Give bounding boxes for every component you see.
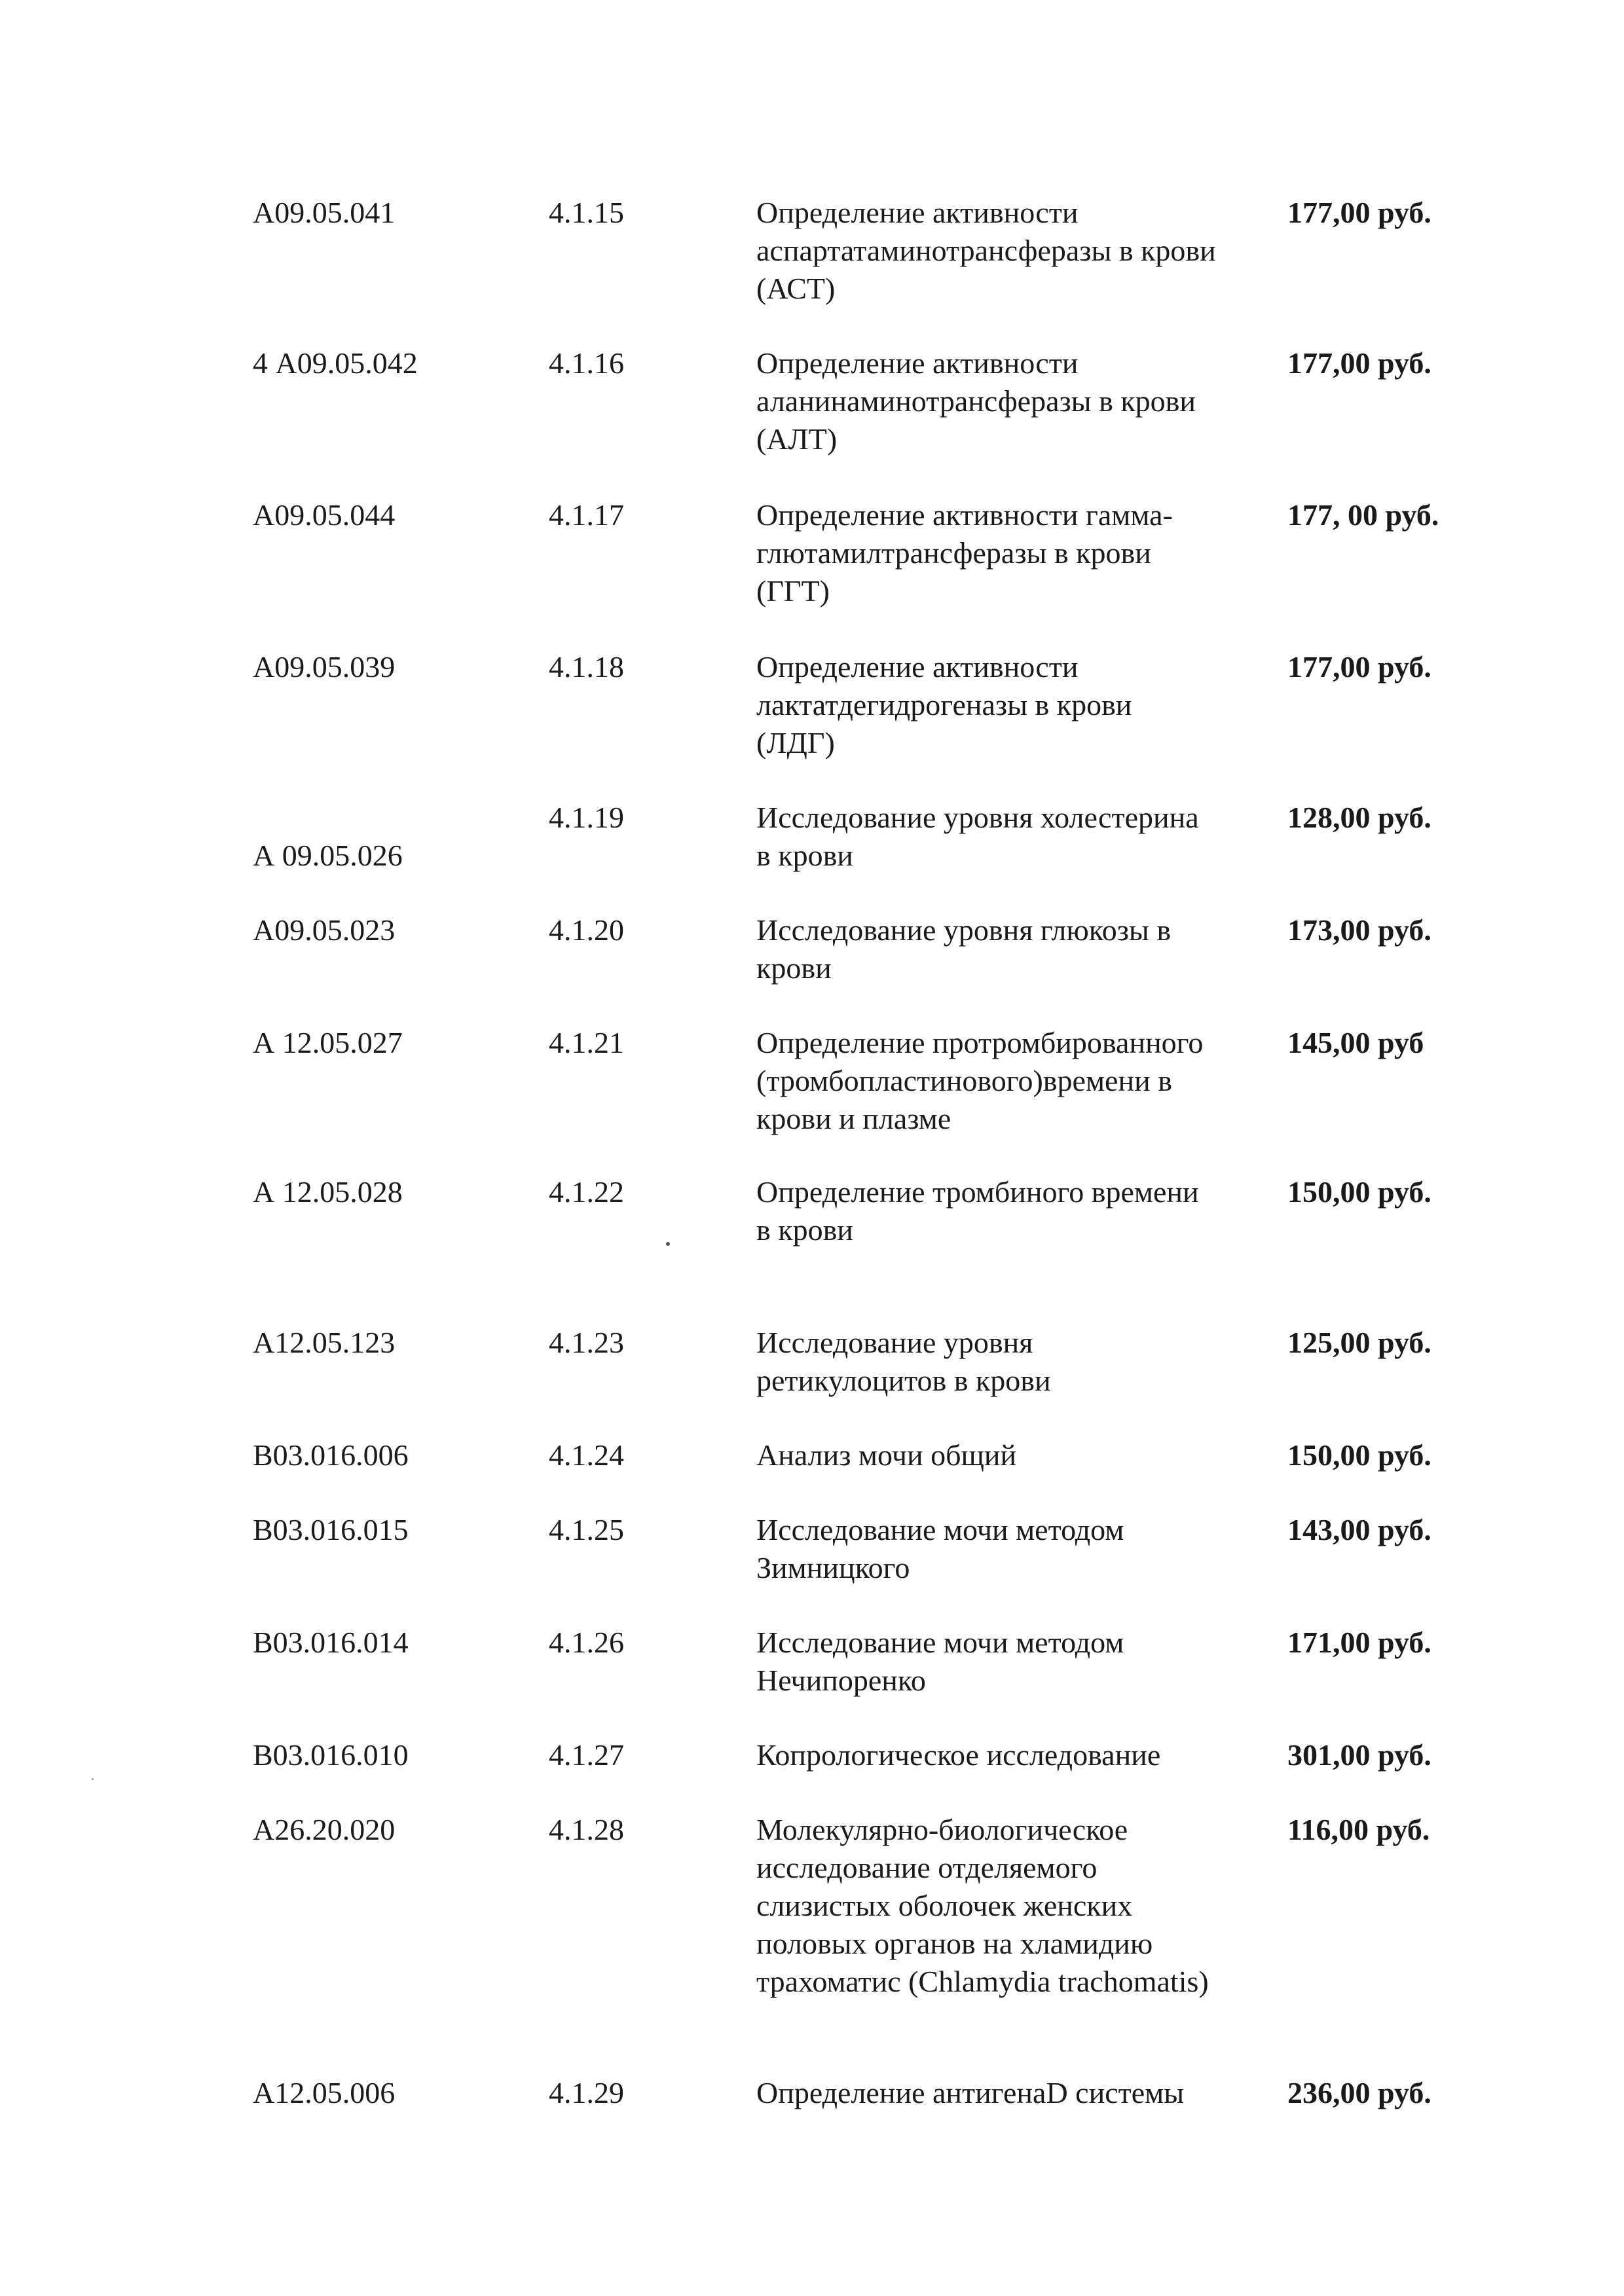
service-code: В03.016.010 xyxy=(253,1738,409,1772)
description-line: Анализ мочи общий xyxy=(756,1438,1017,1472)
service-price: 177, 00 руб. xyxy=(1287,498,1439,532)
item-number: 4.1.21 xyxy=(549,1026,624,1059)
service-description xyxy=(756,1811,1280,2001)
service-code: В03.016.014 xyxy=(253,1626,409,1659)
description-line: Исследование уровня холестерина xyxy=(756,801,1199,834)
service-price: 116,00 руб. xyxy=(1287,1813,1430,1846)
description-line: Определение тромбиного времени xyxy=(756,1175,1199,1209)
description-line: глютамилтрансферазы в крови xyxy=(756,536,1151,570)
description-line: (АСТ) xyxy=(756,272,836,305)
service-price: 236,00 руб. xyxy=(1287,2076,1431,2109)
description-line: (ГГТ) xyxy=(756,574,830,608)
description-line: ретикулоцитов в крови xyxy=(756,1364,1051,1397)
description-line: Зимницкого xyxy=(756,1551,910,1584)
scan-speck xyxy=(666,1242,670,1246)
service-code: А09.05.041 xyxy=(253,196,396,229)
description-line: в крови xyxy=(756,839,853,872)
item-number: 4.1.27 xyxy=(549,1738,624,1772)
service-description xyxy=(756,1624,1280,1700)
service-description xyxy=(756,1324,1280,1400)
item-number: 4.1.20 xyxy=(549,913,624,947)
service-description xyxy=(756,1024,1280,1138)
description-line: аспартатаминотрансферазы в крови xyxy=(756,234,1216,267)
service-price: 150,00 руб. xyxy=(1287,1438,1431,1472)
description-line: Определение антигенаD системы xyxy=(756,2076,1185,2109)
service-description xyxy=(756,1436,1280,1474)
service-price: 128,00 руб. xyxy=(1287,801,1431,834)
description-line: Исследование уровня глюкозы в xyxy=(756,913,1172,947)
service-description xyxy=(756,2074,1280,2112)
description-line: Исследование мочи методом xyxy=(756,1513,1124,1546)
service-price: 177,00 руб. xyxy=(1287,196,1431,229)
description-line: исследование отделяемого xyxy=(756,1851,1098,1884)
service-code: В03.016.006 xyxy=(253,1438,409,1472)
service-description xyxy=(756,1511,1280,1587)
item-number: 4.1.23 xyxy=(549,1326,624,1359)
service-code: А09.05.039 xyxy=(253,650,396,683)
description-line: Исследование мочи методом xyxy=(756,1626,1124,1659)
description-line: Копрологическое исследование xyxy=(756,1738,1161,1772)
service-code: А12.05.006 xyxy=(253,2076,396,2109)
service-price: 173,00 руб. xyxy=(1287,913,1431,947)
service-price: 125,00 руб. xyxy=(1287,1326,1431,1359)
item-number: 4.1.15 xyxy=(549,196,624,229)
service-code: А 12.05.028 xyxy=(253,1175,403,1209)
service-price: 301,00 руб. xyxy=(1287,1738,1431,1772)
description-line: крови xyxy=(756,951,832,985)
description-line: Определение активности xyxy=(756,346,1079,380)
service-code: В03.016.015 xyxy=(253,1513,409,1546)
service-code: А09.05.044 xyxy=(253,498,396,532)
item-number: 4.1.25 xyxy=(549,1513,624,1546)
service-description xyxy=(756,799,1280,875)
service-price: 177,00 руб. xyxy=(1287,650,1431,683)
description-line: половых органов на хламидию xyxy=(756,1927,1153,1960)
service-code: 4 А09.05.042 xyxy=(253,346,418,380)
service-description xyxy=(756,911,1280,987)
service-code: А 12.05.027 xyxy=(253,1026,403,1059)
service-code: А12.05.123 xyxy=(253,1326,396,1359)
service-description xyxy=(756,496,1280,610)
description-line: Определение активности гамма- xyxy=(756,498,1173,532)
service-price: 143,00 руб. xyxy=(1287,1513,1431,1546)
service-code: А26.20.020 xyxy=(253,1813,396,1846)
description-line: Исследование уровня xyxy=(756,1326,1033,1359)
service-price: 150,00 руб. xyxy=(1287,1175,1431,1209)
description-line: Молекулярно-биологическое xyxy=(756,1813,1128,1846)
service-description xyxy=(756,1736,1280,1774)
description-line: Определение активности xyxy=(756,650,1079,683)
description-line: (АЛТ) xyxy=(756,422,838,456)
item-number: 4.1.17 xyxy=(549,498,624,532)
description-line: лактатдегидрогеназы в крови xyxy=(756,688,1132,721)
service-price: 171,00 руб. xyxy=(1287,1626,1431,1659)
item-number: 4.1.22 xyxy=(549,1175,624,1209)
service-description xyxy=(756,1173,1280,1249)
description-line: Определение протромбированного xyxy=(756,1026,1204,1059)
description-line: в крови xyxy=(756,1213,853,1247)
description-line: Нечипоренко xyxy=(756,1664,926,1697)
service-price: 177,00 руб. xyxy=(1287,346,1431,380)
scan-speck xyxy=(92,1778,94,1780)
item-number: 4.1.19 xyxy=(549,801,624,834)
description-line: (ЛДГ) xyxy=(756,726,835,759)
description-line: Определение активности xyxy=(756,196,1079,229)
description-line: слизистых оболочек женских xyxy=(756,1889,1133,1922)
description-line: аланинаминотрансферазы в крови xyxy=(756,384,1196,418)
description-line: трахоматис (Chlamydia trachomatis) xyxy=(756,1965,1209,1998)
item-number: 4.1.26 xyxy=(549,1626,624,1659)
service-price: 145,00 руб xyxy=(1287,1026,1424,1059)
service-code: А 09.05.026 xyxy=(253,839,403,872)
item-number: 4.1.29 xyxy=(549,2076,624,2109)
service-description xyxy=(756,344,1280,458)
item-number: 4.1.28 xyxy=(549,1813,624,1846)
service-code: А09.05.023 xyxy=(253,913,396,947)
description-line: (тромбопластинового)времени в xyxy=(756,1064,1172,1097)
service-description xyxy=(756,648,1280,762)
service-description xyxy=(756,194,1280,308)
item-number: 4.1.18 xyxy=(549,650,624,683)
description-line: крови и плазме xyxy=(756,1102,951,1135)
item-number: 4.1.16 xyxy=(549,346,624,380)
item-number: 4.1.24 xyxy=(549,1438,624,1472)
